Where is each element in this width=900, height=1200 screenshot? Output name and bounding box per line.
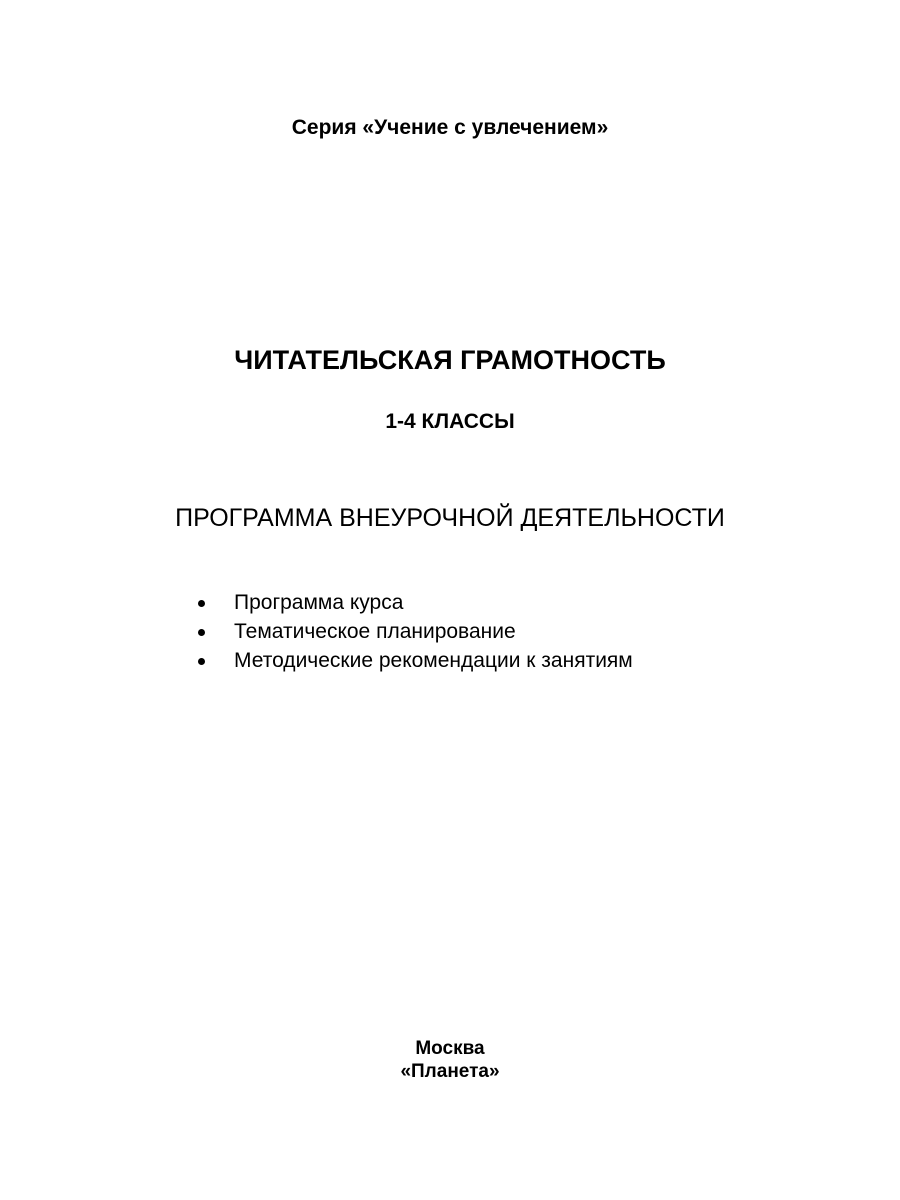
imprint-publisher: «Планета» [400,1061,500,1082]
book-subtitle: ПРОГРАММА ВНЕУРОЧНОЙ ДЕЯТЕЛЬНОСТИ [175,504,725,532]
imprint-city: Москва [415,1038,485,1059]
list-item-label: Тематическое планирование [234,620,516,643]
list-item [194,646,633,675]
bullet-icon [198,629,205,636]
list-item [194,588,633,617]
list-item-label: Методические рекомендации к занятиям [234,649,633,672]
series-name: Серия «Учение с увлечением» [291,116,609,139]
imprint [0,1037,900,1083]
bullet-icon [198,600,205,607]
list-item [194,617,633,646]
grade-range: 1-4 КЛАССЫ [385,410,515,433]
contents-list [194,588,633,675]
list-item-label: Программа курса [234,591,404,614]
bullet-icon [198,658,205,665]
book-title: ЧИТАТЕЛЬСКАЯ ГРАМОТНОСТЬ [234,345,666,375]
